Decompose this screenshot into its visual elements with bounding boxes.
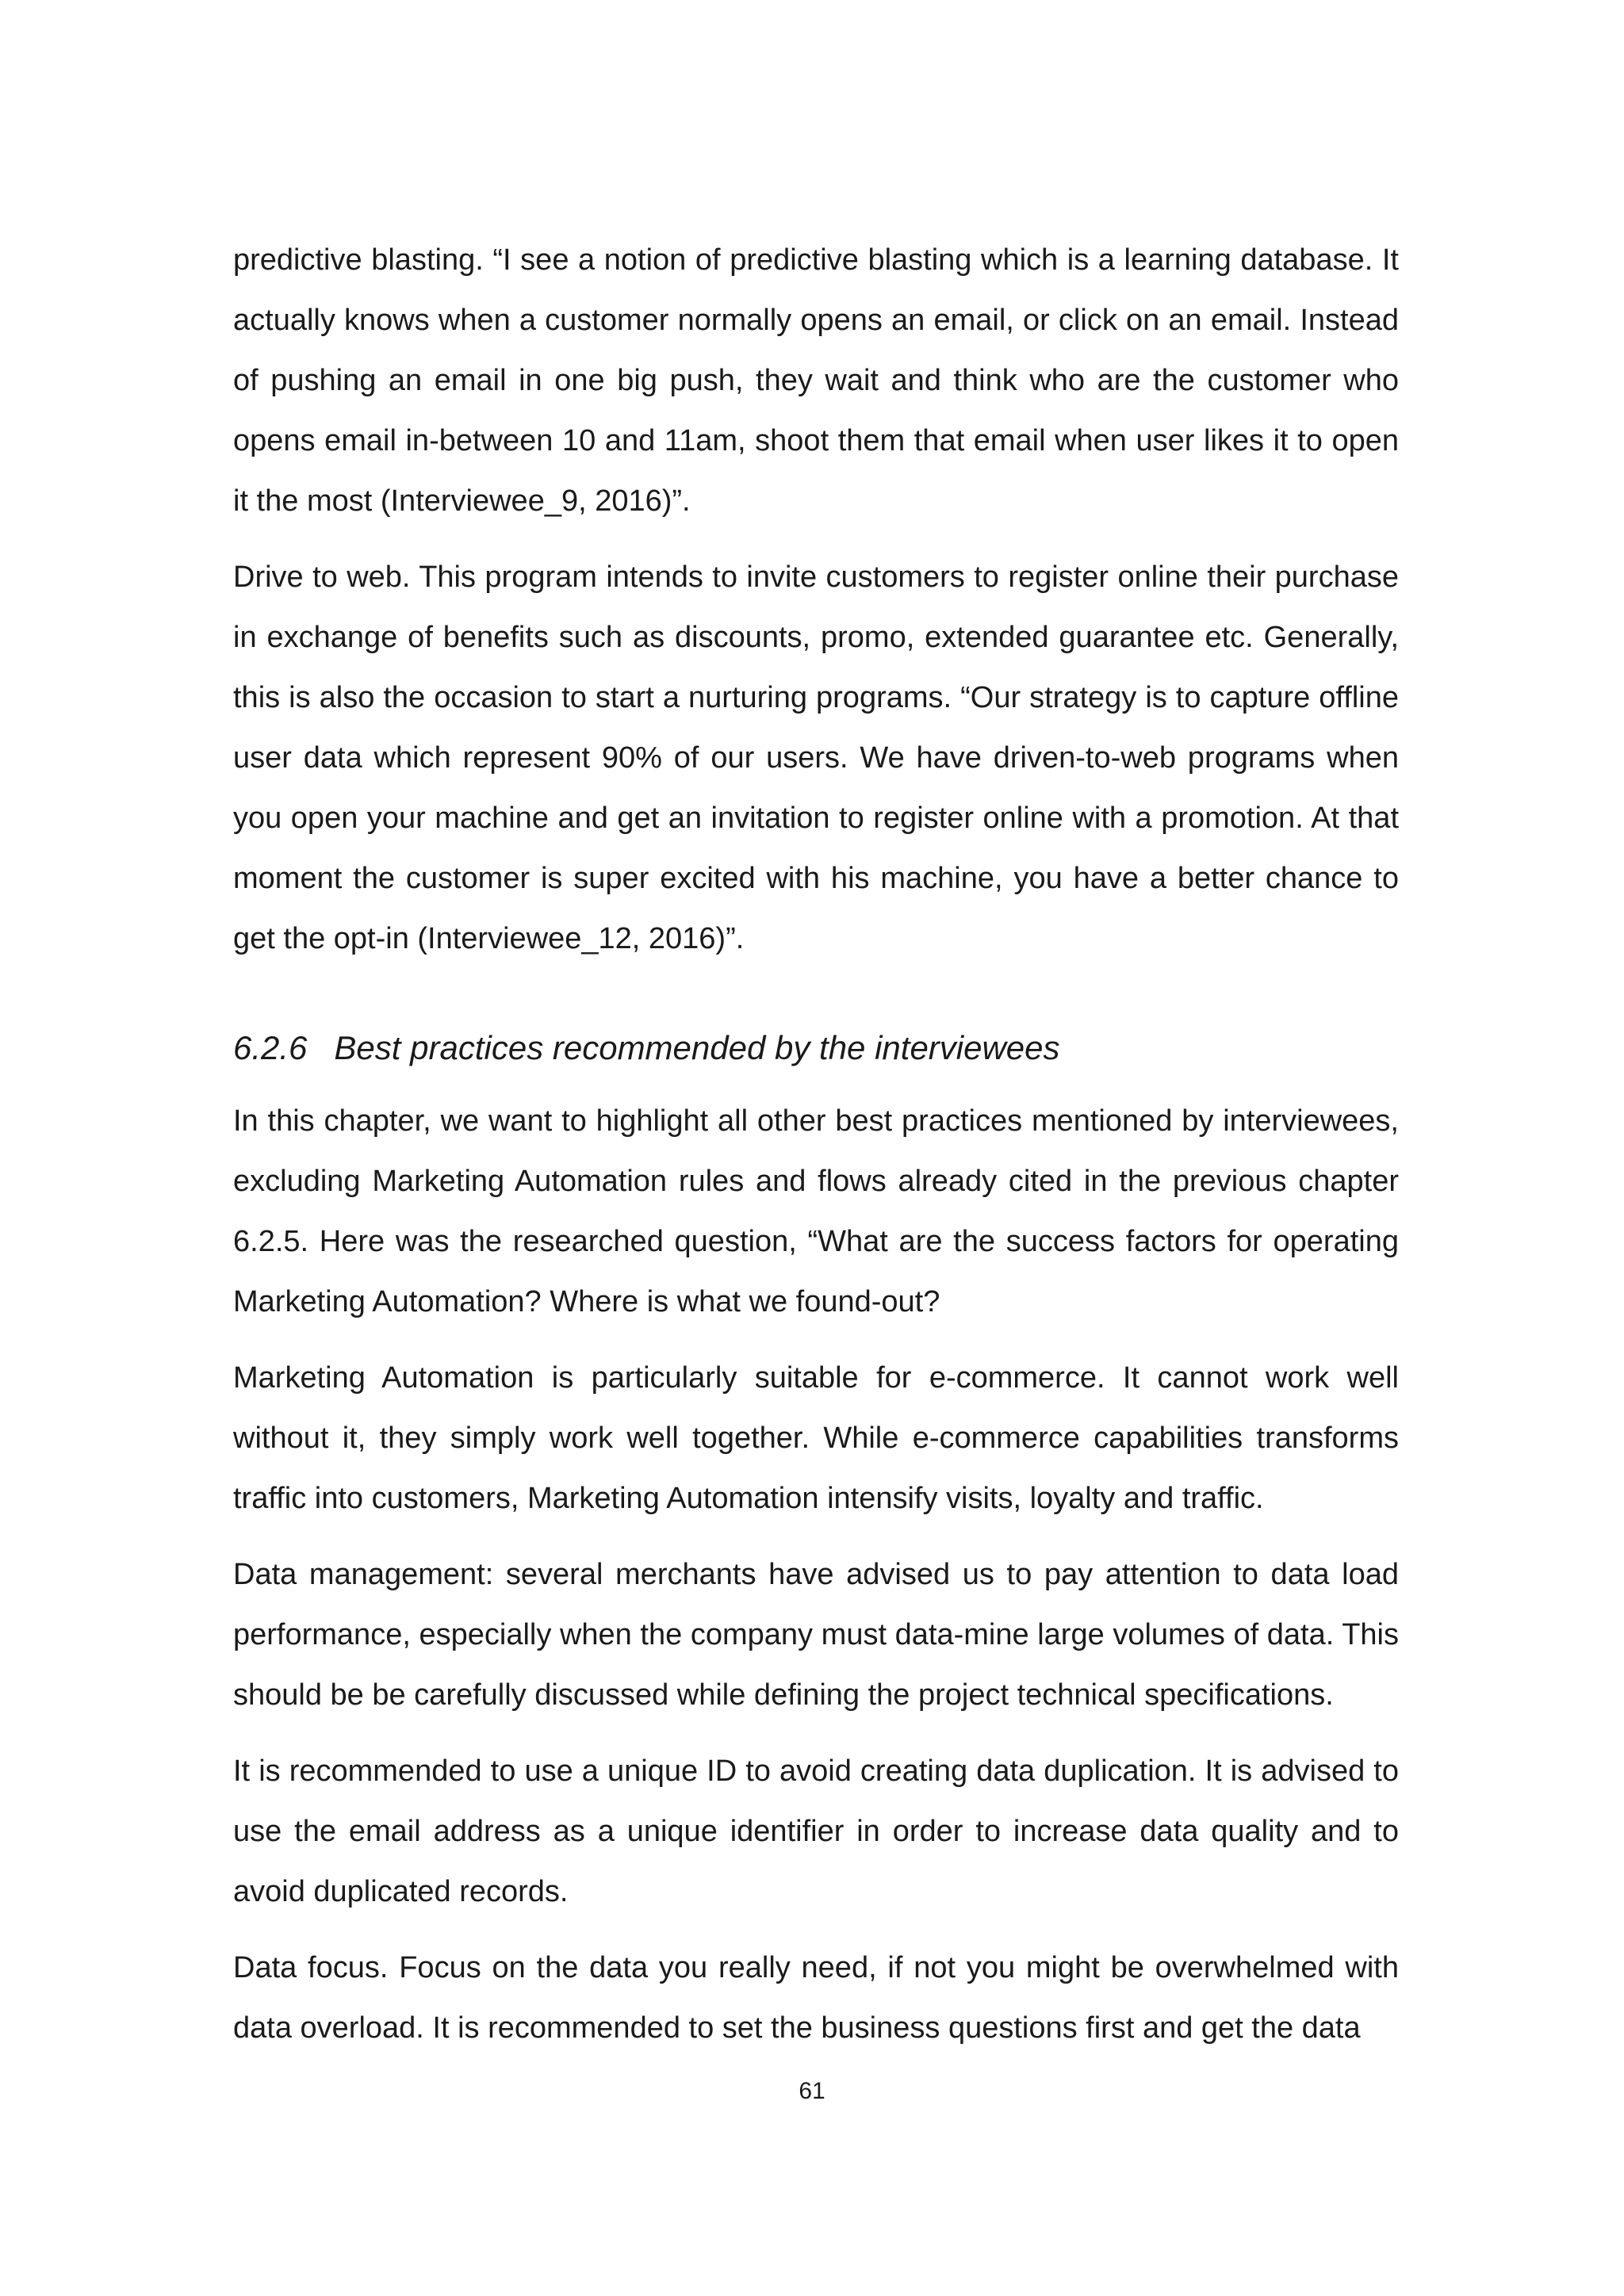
- paragraph-chapter-intro: In this chapter, we want to highlight all other best practices mentioned by interviewees, excluding Marketing Automation rules and flows already cited in the previous chapter 6.2.5. Here was the researched question, “What are the success factors for operating Marketing Automation? Where is what we found-out?: [233, 1104, 1399, 1318]
- paragraph-data-management: Data management: several merchants have advised us to pay attention to data load performance, especially when the company must data-mine large volumes of data. This should be be carefully discussed while defining the project technical specifications.: [233, 1558, 1399, 1712]
- section-heading: [233, 1024, 1399, 1072]
- paragraph-ecommerce: Marketing Automation is particularly suitable for e-commerce. It cannot work well without it, they simply work well together. While e-commerce capabilities transforms traffic into customers, Marketing Automation intensify visits, loyalty and traffic.: [233, 1361, 1399, 1515]
- paragraph-predictive-blasting: predictive blasting. “I see a notion of predictive blasting which is a learning database. It actually knows when a customer normally opens an email, or click on an email. Instead of pushing an email in one big push, they wait and think who are the customer who opens email in-between 10 and 11am, shoot them that email when user likes it to open it the most (Interviewee_9, 2016)”.: [233, 243, 1399, 518]
- paragraph-unique-id: It is recommended to use a unique ID to avoid creating data duplication. It is advised to use the email address as a unique identifier in order to increase data quality and to avoid duplicated records.: [233, 1755, 1399, 1908]
- page-body: [233, 230, 1399, 2058]
- page-number: 61: [799, 2078, 825, 2104]
- section-title: Best practices recommended by the interviewees: [334, 1029, 1060, 1066]
- paragraph-data-focus: Data focus. Focus on the data you really need, if not you might be overwhelmed with data overload. It is recommended to set the business questions first and get the data: [233, 1951, 1399, 2045]
- section-number: 6.2.6: [233, 1029, 308, 1066]
- paragraph-drive-to-web: Drive to web. This program intends to invite customers to register online their purchase in exchange of benefits such as discounts, promo, extended guarantee etc. Generally, this is also the occasion to start a nurturing programs. “Our strategy is to capture offline user data which represent 90% of our users. We have driven-to-web programs when you open your machine and get an invitation to register online with a promotion. At that moment the customer is super excited with his machine, you have a better chance to get the opt-in (Interviewee_12, 2016)”.: [233, 561, 1399, 955]
